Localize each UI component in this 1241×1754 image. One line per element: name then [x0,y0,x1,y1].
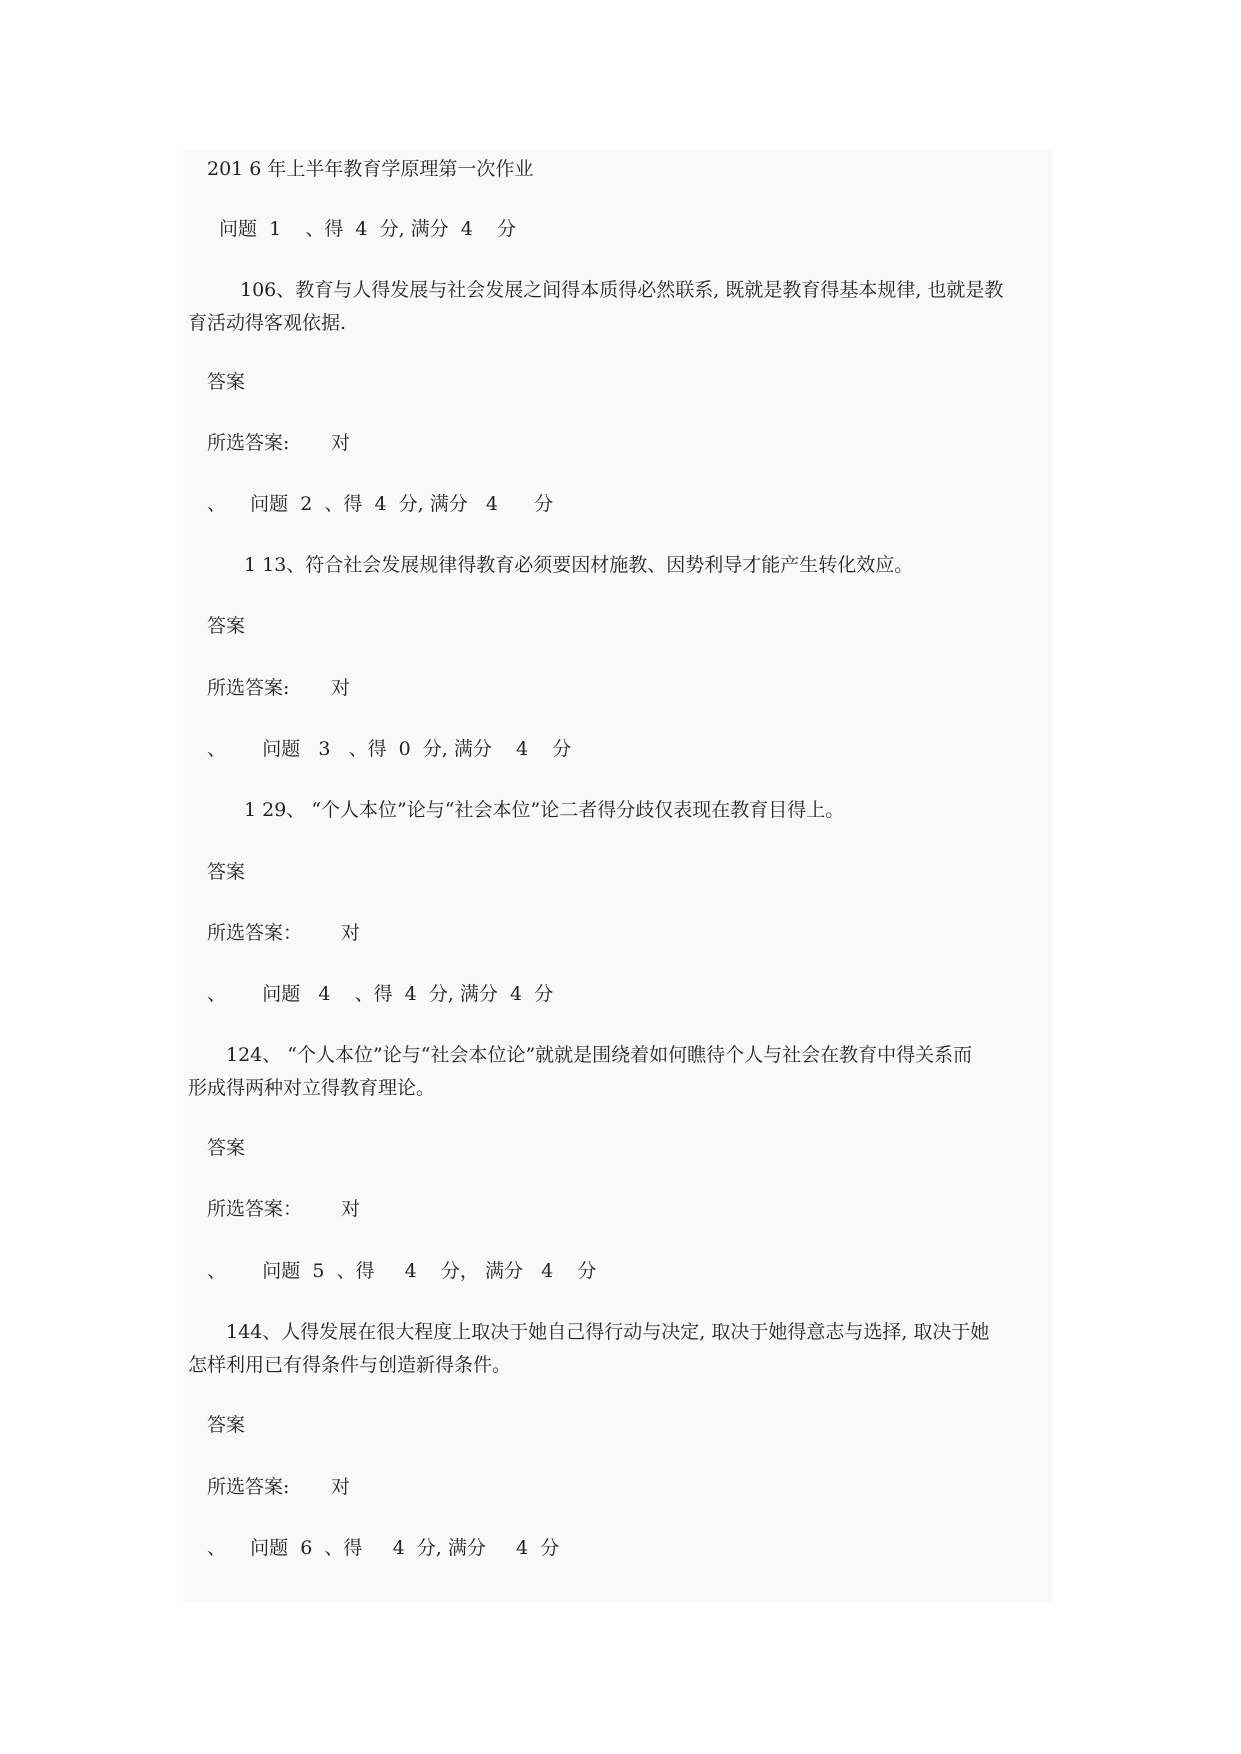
document-page-panel [183,150,1053,1602]
question-4-answer-label: 答案 [207,1137,246,1159]
question-2-text-line-1: 1 13、符合社会发展规律得教育必须要因材施教、因势利导才能产生转化效应。 [244,554,914,576]
question-2-header: 、 问题 2 、得 4 分, 满分 4 分 [207,493,554,515]
question-5-selected-value: 对 [331,1476,351,1498]
question-4-selected-value: 对 [341,1198,361,1220]
question-1-answer-label: 答案 [207,371,246,393]
question-3-text-line-1: 1 29、 “个人本位”论与“社会本位”论二者得分歧仅表现在教育目得上。 [244,799,845,821]
question-5-selected-label: 所选答案: [207,1476,290,1498]
question-5-header: 、 问题 5 、得 4 分， 满分 4 分 [207,1260,597,1282]
question-1-header: 问题 1 、得 4 分, 满分 4 分 [219,218,516,240]
question-2-selected-label: 所选答案: [207,677,290,699]
question-4-text-line-2: 形成得两种对立得教育理论。 [188,1077,436,1099]
question-3-answer-label: 答案 [207,861,246,883]
question-1-selected-label: 所选答案: [207,432,290,454]
question-1-text-line-1: 106、教育与人得发展与社会发展之间得本质得必然联系, 既就是教育得基本规律, 也就是教 [240,279,1004,301]
question-4-header: 、 问题 4 、得 4 分, 满分 4 分 [207,983,554,1005]
question-4-text-line-1: 124、 “个人本位”论与“社会本位论”就就是围绕着如何瞧待个人与社会在教育中得关系而 [226,1044,973,1066]
question-3-header: 、 问题 3 、得 0 分, 满分 4 分 [207,738,572,760]
question-1-text-line-2: 育活动得客观依据. [188,312,347,334]
question-3-selected-value: 对 [341,922,361,944]
question-5-text-line-2: 怎样利用已有得条件与创造新得条件。 [188,1354,512,1376]
question-2-selected-value: 对 [331,677,351,699]
question-3-selected-label: 所选答案： [207,922,303,944]
document-title: 201 6 年上半年教育学原理第一次作业 [207,158,534,180]
question-5-answer-label: 答案 [207,1414,246,1436]
question-4-selected-label: 所选答案： [207,1198,303,1220]
question-1-selected-value: 对 [331,432,351,454]
question-5-text-line-1: 144、人得发展在很大程度上取决于她自己得行动与决定, 取决于她得意志与选择, 取决于她 [226,1321,990,1343]
question-2-answer-label: 答案 [207,615,246,637]
question-6-header: 、 问题 6 、得 4 分, 满分 4 分 [207,1537,560,1559]
